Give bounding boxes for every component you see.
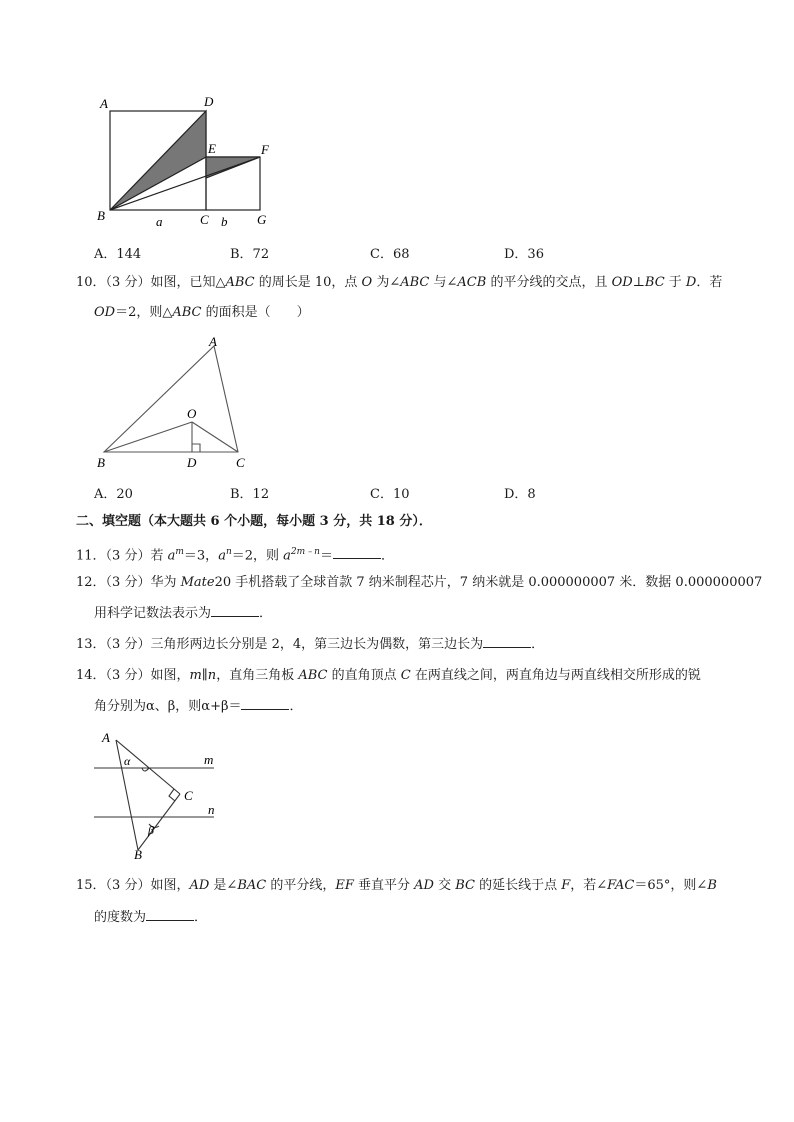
q14-label-n: n (208, 802, 215, 817)
q9-label-c: C (200, 212, 209, 227)
q14-label-a: A (102, 730, 110, 745)
q14-side-bc (138, 794, 180, 850)
q15-line1: 15．（3 分）如图，AD 是∠BAC 的平分线，EF 垂直平分 AD 交 BC 的延长线于点 F，若∠FAC＝65°，则∠B (76, 878, 717, 893)
q14-answer-blank (241, 697, 289, 710)
q12-line1: 12．（3 分）华为 Mate20 手机搭载了全球首款 7 纳米制程芯片，7 纳米就是 0.000000007 米．数据 0.000000007 (76, 575, 763, 590)
q10-label-d: D (187, 455, 197, 470)
q10-label-o: O (187, 406, 197, 421)
q10-label-b: B (97, 455, 105, 470)
q10-line2: OD＝2，则△ABC 的面积是（ ） (94, 305, 310, 320)
q9-option-c: C．68 (370, 247, 410, 262)
q9-label-a: A (100, 96, 108, 111)
q10-line-bo (104, 422, 192, 452)
q9-option-d: D．36 (504, 247, 544, 262)
q10-label-c: C (236, 455, 245, 470)
q10-triangle-abc (104, 346, 238, 452)
q9-option-a: A．144 (94, 247, 142, 262)
q14-line1: 14．（3 分）如图，m∥n，直角三角板 ABC 的直角顶点 C 在两直线之间，两直角边与两直线相交所形成的锐 (76, 668, 701, 683)
q13-answer-blank (483, 635, 531, 648)
q12-answer-blank (211, 604, 259, 617)
q9-shaded-triangle-bde (110, 111, 206, 210)
q10-figure (94, 334, 264, 472)
q10-line-co (192, 422, 238, 452)
q11-answer-blank (333, 546, 381, 559)
q10-right-angle-mark (192, 444, 200, 452)
q10-option-d: D．8 (504, 487, 536, 502)
q14-label-beta: β (148, 823, 154, 837)
q14-line2: 角分别为α、β，则α+β＝ ． (94, 699, 303, 714)
q12-line2: 用科学记数法表示为 ． (94, 606, 273, 621)
q9-label-d: D (204, 94, 214, 109)
q10-option-c: C．10 (370, 487, 410, 502)
q14-figure (94, 728, 234, 866)
q14-label-b: B (134, 847, 142, 862)
q10-option-b: B．12 (230, 487, 270, 502)
q14-label-c: C (184, 788, 193, 803)
q9-figure (96, 92, 286, 232)
q11-text: 11．（3 分）若 $a^m=3$，$a^n=2$，则 $a^{2m﹣n}=$ ． (76, 547, 395, 564)
q15-answer-blank (146, 908, 194, 921)
q9-label-e: E (208, 141, 216, 156)
q10-option-a: A．20 (94, 487, 133, 502)
q10-line1: 10．（3 分）如图，已知△ABC 的周长是 10，点 O 为∠ABC 与∠ACB 的平分线的交点，且 OD⊥BC 于 D．若 (76, 275, 723, 290)
q9-label-g: G (257, 212, 267, 227)
q9-label-b: B (97, 208, 105, 223)
q15-line2: 的度数为 ． (94, 910, 208, 925)
q10-label-a: A (209, 334, 217, 349)
q13-text: 13．（3 分）三角形两边长分别是 2，4，第三边长为偶数，第三边长为 ． (76, 637, 545, 652)
section-2-heading: 二、填空题（本大题共 6 个小题，每小题 3 分，共 18 分）． (76, 514, 432, 529)
q9-label-a-small: a (156, 214, 163, 229)
q9-option-b: B．72 (230, 247, 270, 262)
q9-label-b-small: b (221, 214, 228, 229)
q14-label-m: m (204, 752, 214, 767)
q9-label-f: F (261, 142, 269, 157)
q14-label-alpha: α (124, 754, 131, 768)
q14-right-angle-mark (169, 789, 175, 801)
